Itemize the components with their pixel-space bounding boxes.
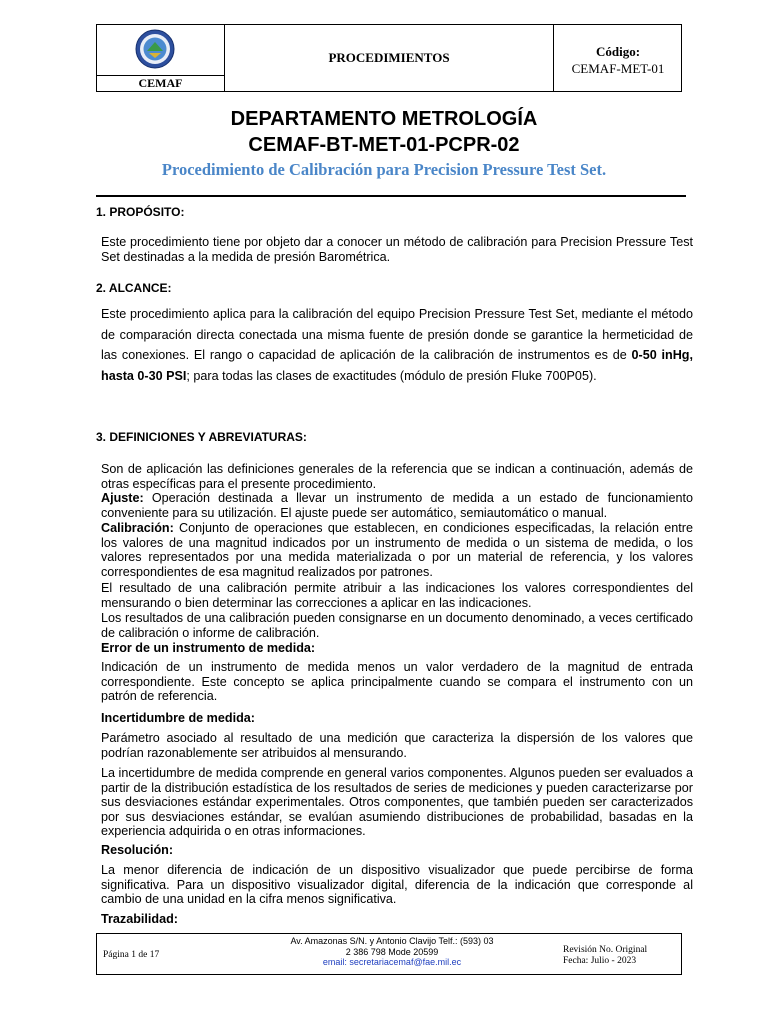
calibracion-para-2: El resultado de una calibración permite atribuir a las indicaciones los valores correspondientes del mensurando o bien determinar las correcciones a aplicar en las indicaciones. — [101, 581, 693, 610]
section-2-text-b: ; para todas las clases de exactitudes (módulo de presión Fluke 700P05). — [186, 368, 597, 383]
term-calibracion: Calibración: — [101, 521, 174, 535]
cemaf-seal-logo — [135, 29, 175, 69]
logo-area — [97, 25, 224, 76]
def-ajuste — [101, 491, 693, 520]
address-line-1: Av. Amazonas S/N. y Antonio Clavijo Telf.: (593) 03 — [290, 936, 494, 946]
org-name: CEMAF — [138, 76, 183, 90]
section-1-text: Este procedimiento tiene por objeto dar a conocer un método de calibración para Precision Pressure Test Set destinadas a la medida de presión Barométrica. — [101, 235, 693, 264]
section-2-heading: 2. ALCANCE: — [96, 281, 172, 295]
def-calibracion-text: Conjunto de operaciones que establecen, en condiciones especificadas, la relación entre los valores de una magnitud indicados por un instrumento de medida o un sistema de medida, o los valores representados por una medida materializada o por un material de referencia, y los valores correspondientes de esa magnitud realizados por patrones. — [101, 521, 693, 579]
logo-cell — [97, 25, 225, 91]
term-resolucion: Resolución: — [101, 843, 174, 857]
document-id: CEMAF-BT-MET-01-PCPR-02 — [248, 134, 520, 156]
department-title: DEPARTAMENTO METROLOGÍA — [230, 108, 538, 130]
doc-type: PROCEDIMIENTOS — [225, 25, 554, 91]
page-number: Página 1 de 17 — [103, 950, 160, 960]
document-subtitle: Procedimiento de Calibración para Precision Pressure Test Set. — [161, 160, 607, 179]
def-error: Indicación de un instrumento de medida menos un valor verdadero de la magnitud de entrada correspondiente. Este concepto se aplica principalmente cuando se compara el instrumento con un patrón de referencia. — [101, 660, 693, 704]
calibracion-para-3: Los resultados de una calibración pueden consignarse en un documento denominado, a veces certificado de calibración o informe de calibración. — [101, 611, 693, 640]
section-1-heading: 1. PROPÓSITO: — [96, 205, 185, 219]
def-ajuste-text: Operación destinada a llevar un instrumento de medida a un estado de funcionamiento conveniente para su utilización. El ajuste puede ser automático, semiautomático o manual. — [101, 491, 693, 520]
document-header — [96, 24, 682, 92]
code-label: Código: — [595, 44, 641, 59]
section-2-text-a: Este procedimiento aplica para la calibración del equipo Precision Pressure Test Set, mediante el método de comparación directa conectada una misma fuente de presión donde se garantice la hermeticidad de las conexiones. El rango o capacidad de aplicación de la calibración de instrumentos es de — [101, 307, 693, 362]
code-value: CEMAF-MET-01 — [571, 61, 665, 76]
section-2-range: 0-50 inHg, hasta 0-30 PSI — [101, 348, 693, 383]
code-cell — [554, 25, 682, 91]
section-3-intro: Son de aplicación las definiciones generales de la referencia que se indican a continuación, además de otras específicas para el presente procedimiento. — [101, 462, 693, 491]
def-calibracion — [101, 521, 693, 579]
term-ajuste: Ajuste: — [101, 491, 144, 505]
document-footer — [96, 933, 682, 975]
address-line-2: 2 386 798 Mode 20599 — [345, 946, 439, 957]
section-2-text — [101, 304, 693, 386]
footer-email: email: secretariacemaf@fae.mil.ec — [322, 957, 462, 967]
term-trazabilidad: Trazabilidad: — [101, 912, 178, 926]
revision-number: Revisión No. Original — [563, 945, 648, 955]
def-resolucion: La menor diferencia de indicación de un dispositivo visualizador que puede percibirse de forma significativa. Para un dispositivo visualizador digital, diferencia de la indicación que corresponde al cambio de una unidad en la cifra menos significativa. — [101, 863, 693, 907]
section-3-heading: 3. DEFINICIONES Y ABREVIATURAS: — [96, 430, 307, 444]
revision-date: Fecha: Julio - 2023 — [563, 956, 637, 966]
title-divider — [96, 195, 686, 197]
def-incertidumbre: Parámetro asociado al resultado de una medición que caracteriza la dispersión de los valores que podrían razonablemente ser atribuidos al mensurando. — [101, 731, 693, 760]
footer-address — [247, 936, 537, 968]
term-error: Error de un instrumento de medida: — [101, 641, 316, 655]
revision-info — [563, 945, 647, 967]
incertidumbre-para-2: La incertidumbre de medida comprende en general varios componentes. Algunos pueden ser evaluados a partir de la distribución estadística de los resultados de series de mediciones y pueden caracterizarse por sus desviaciones estándar experimentales. Otros componentes, que también pueden ser caracterizados por sus desviaciones estándar, se evalúan asumiendo distribuciones de probabilidad, basadas en la experiencia adquirida o en otras informaciones. — [101, 766, 693, 839]
term-incertidumbre: Incertidumbre de medida: — [101, 711, 255, 725]
